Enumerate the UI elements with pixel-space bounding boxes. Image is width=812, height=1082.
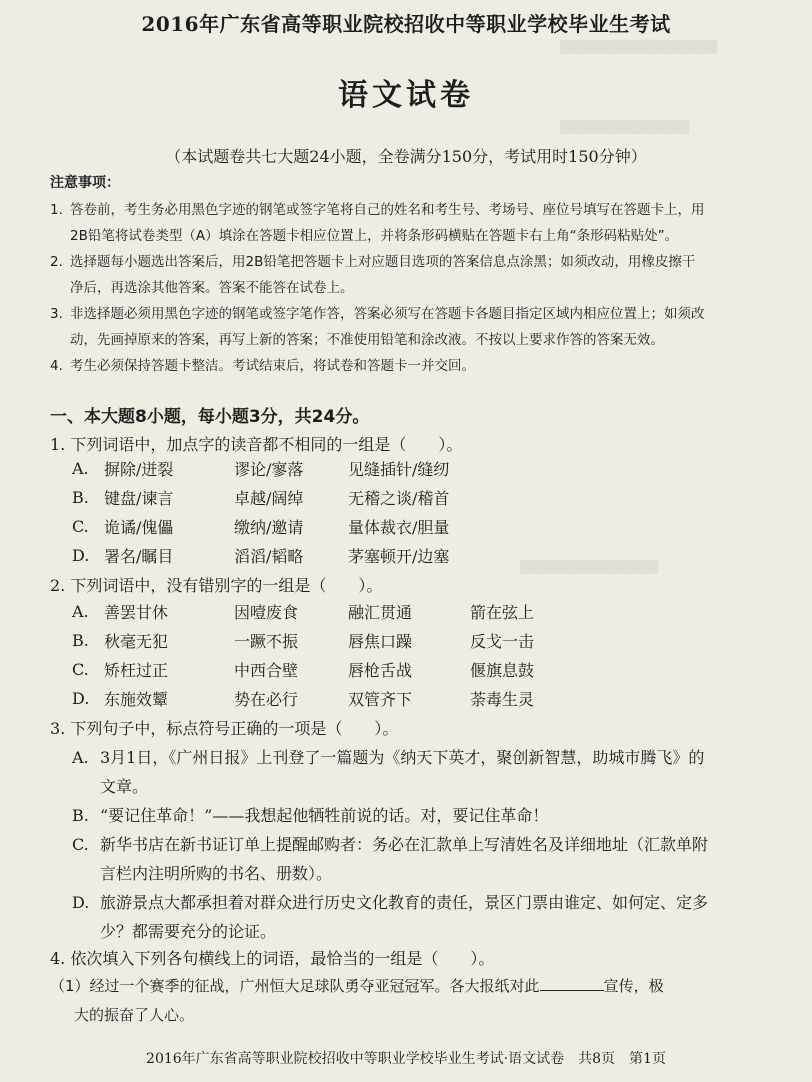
option-item: B. “要记住革命！”——我想起他牺牲前说的话。对，要记住革命！ (72, 806, 549, 825)
exam-header: 2016年广东省高等职业院校招收中等职业学校毕业生考试 (141, 12, 671, 36)
note-item: 2. 选择题每小题选出答案后，用2B铅笔把答题卡上对应题目选项的答案信息点涂黑；如须改动，用橡皮擦干 净后，再选涂其他答案。答案不能答在试卷上。 (50, 254, 696, 296)
note-item: 1. 答卷前，考生务必用黑色字迹的钢笔或签字笔将自己的姓名和考生号、考场号、座位号填写在答题卡上，用 2B铅笔将试卷类型（A）填涂在答题卡相应位置上，并将条形码横贴在答题卡右上角“条形码粘贴处”。 (50, 202, 705, 244)
question-4-stem: 4. 依次填入下列各句横线上的词语，最恰当的一组是（ ）。 (50, 949, 495, 968)
bleed-through-text: ▒▒▒▒▒▒▒▒▒▒▒▒▒▒▒ (520, 560, 659, 574)
page-footer: 2016年广东省高等职业院校招收中等职业学校毕业生考试·语文试卷 共8页 第1页 (146, 1051, 666, 1067)
exam-title: 语文试卷 (338, 78, 474, 113)
option-item: D. 旅游景点大都承担着对群众进行历史文化教育的责任，景区门票由谁定、如何定、定多 少？都需要充分的论证。 (72, 893, 709, 941)
option-row: B. 秋毫无犯 一蹶不振 唇焦口躁 反戈一击 (72, 631, 535, 651)
option-row: D. 署名/瞩目 滔滔/韬略 茅塞顿开/边塞 (72, 546, 450, 566)
question-3-options (72, 743, 772, 946)
note-item: 3. 非选择题必须用黑色字迹的钢笔或签字笔作答，答案必须写在答题卡各题目指定区域内相应位置上；如须改 动，先画掉原来的答案，再写上新的答案；不准使用铅笔和涂改液。不按以上要求作答的答案无效。 (50, 306, 705, 348)
option-item: C. 新华书店在新书证订单上提醒邮购者：务必在汇款单上写清姓名及详细地址（汇款单附 言栏内注明所购的书名、册数）。 (72, 835, 709, 883)
notes-heading: 注意事项： (50, 175, 120, 191)
question-3-stem: 3. 下列句子中，标点符号正确的一项是（ ）。 (50, 719, 399, 738)
option-row: C. 矫枉过正 中西合壁 唇枪舌战 偃旗息鼓 (72, 660, 535, 680)
answer-blank (540, 976, 604, 991)
question-1-stem: 1. 下列词语中，加点字的读音都不相同的一组是（ ）。 (50, 435, 463, 454)
option-row: D. 东施效颦 势在必行 双管齐下 荼毒生灵 (72, 689, 535, 709)
option-row: C. 诡谲/傀儡 缴纳/邀请 量体裁衣/胆量 (72, 517, 450, 537)
question-2-options (72, 597, 592, 713)
question-2-stem: 2. 下列词语中，没有错别字的一组是（ ）。 (50, 576, 383, 595)
section-1-heading: 一、本大题8小题，每小题3分，共24分。 (50, 407, 370, 427)
question-4-sub-1: （1）经过一个赛季的征战，广州恒大足球队勇夺亚冠冠军。各大报纸对此 宣传，极 大的振奋了人心。 (50, 977, 664, 1024)
bleed-through-text: ▒▒▒▒▒▒▒▒▒▒▒▒▒▒▒▒▒ (560, 40, 717, 54)
option-row: A. 善罢甘休 因噎废食 融汇贯通 箭在弦上 (72, 602, 535, 622)
option-row: B. 键盘/谏言 卓越/阔绰 无稽之谈/稽首 (72, 488, 450, 508)
note-item: 4. 考生必须保持答题卡整洁。考试结束后，将试卷和答题卡一并交回。 (50, 358, 475, 374)
question-1-options (72, 454, 488, 570)
bleed-through-text: ▒▒▒▒▒▒▒▒▒▒▒▒▒▒ (560, 120, 690, 134)
option-item: A. 3月1日，《广州日报》上刊登了一篇题为《纳天下英才，聚创新智慧，助城市腾飞》的 文章。 (72, 748, 705, 796)
exam-subtitle: （本试题卷共七大题24小题，全卷满分150分，考试用时150分钟） (165, 147, 647, 166)
option-row: A. 摒除/迸裂 谬论/寥落 见缝插针/缝纫 (72, 459, 450, 479)
